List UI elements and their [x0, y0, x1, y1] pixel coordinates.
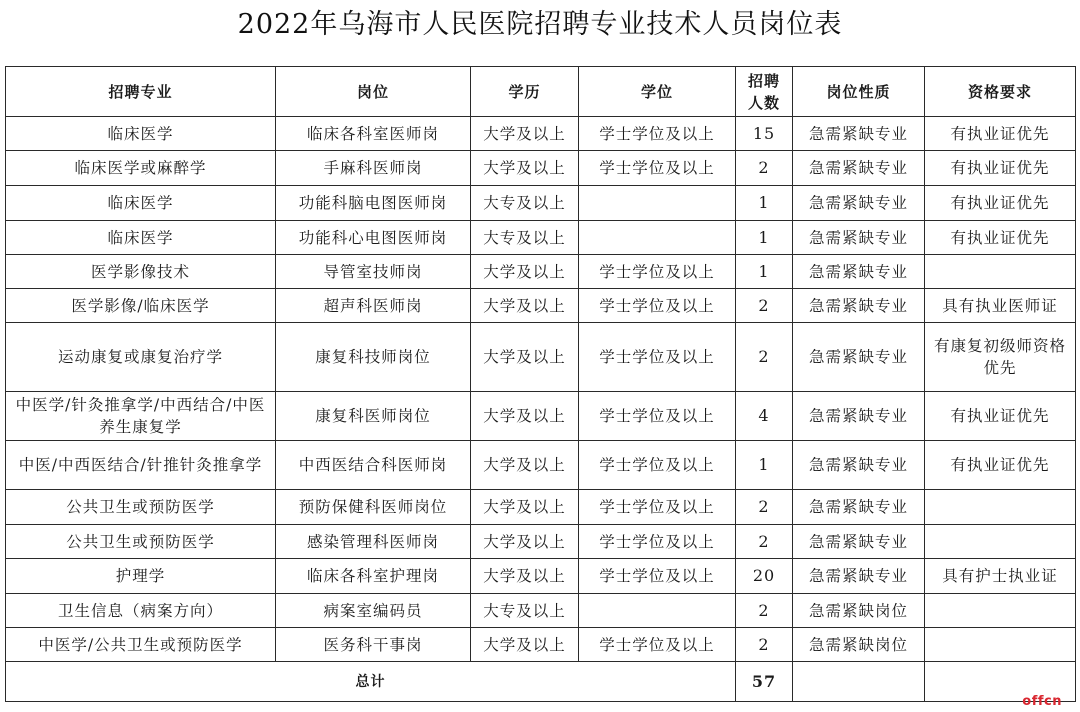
cell-position: 康复科技师岗位 — [276, 323, 471, 392]
cell-count: 2 — [736, 289, 793, 323]
cell-education: 大学及以上 — [471, 323, 579, 392]
cell-education: 大学及以上 — [471, 628, 579, 662]
header-degree: 学位 — [579, 67, 736, 117]
table-row — [6, 559, 1076, 594]
table-body — [6, 117, 1076, 662]
cell-degree — [579, 221, 736, 255]
cell-education: 大学及以上 — [471, 559, 579, 594]
total-label: 总计 — [6, 662, 736, 702]
cell-major: 临床医学 — [6, 221, 276, 255]
cell-degree: 学士学位及以上 — [579, 255, 736, 289]
cell-education: 大学及以上 — [471, 525, 579, 559]
cell-degree — [579, 594, 736, 628]
cell-degree: 学士学位及以上 — [579, 559, 736, 594]
cell-degree: 学士学位及以上 — [579, 525, 736, 559]
cell-nature: 急需紧缺专业 — [793, 151, 925, 186]
cell-position: 医务科干事岗 — [276, 628, 471, 662]
table-row — [6, 151, 1076, 186]
cell-major: 医学影像/临床医学 — [6, 289, 276, 323]
cell-count: 2 — [736, 151, 793, 186]
cell-major: 临床医学 — [6, 117, 276, 151]
cell-count: 1 — [736, 255, 793, 289]
table-row — [6, 117, 1076, 151]
table-row — [6, 441, 1076, 490]
cell-degree: 学士学位及以上 — [579, 628, 736, 662]
cell-major: 临床医学或麻醉学 — [6, 151, 276, 186]
total-row — [6, 662, 1076, 702]
cell-requirement: 有执业证优先 — [925, 151, 1076, 186]
cell-count: 2 — [736, 490, 793, 525]
cell-requirement: 有执业证优先 — [925, 392, 1076, 441]
cell-nature: 急需紧缺专业 — [793, 559, 925, 594]
cell-degree: 学士学位及以上 — [579, 289, 736, 323]
table-row — [6, 594, 1076, 628]
cell-requirement: 有执业证优先 — [925, 221, 1076, 255]
cell-position: 手麻科医师岗 — [276, 151, 471, 186]
cell-major: 中医/中西医结合/针推针灸推拿学 — [6, 441, 276, 490]
cell-requirement: 具有护士执业证 — [925, 559, 1076, 594]
cell-nature: 急需紧缺专业 — [793, 323, 925, 392]
cell-major: 卫生信息（病案方向） — [6, 594, 276, 628]
cell-requirement — [925, 594, 1076, 628]
total-count: 57 — [736, 662, 793, 702]
cell-degree: 学士学位及以上 — [579, 151, 736, 186]
cell-position: 感染管理科医师岗 — [276, 525, 471, 559]
cell-nature: 急需紧缺专业 — [793, 490, 925, 525]
cell-major: 中医学/公共卫生或预防医学 — [6, 628, 276, 662]
cell-position: 康复科医师岗位 — [276, 392, 471, 441]
cell-nature: 急需紧缺专业 — [793, 255, 925, 289]
cell-position: 超声科医师岗 — [276, 289, 471, 323]
cell-requirement — [925, 525, 1076, 559]
cell-position: 导管室技师岗 — [276, 255, 471, 289]
cell-major: 公共卫生或预防医学 — [6, 490, 276, 525]
header-major: 招聘专业 — [6, 67, 276, 117]
cell-education: 大专及以上 — [471, 594, 579, 628]
cell-requirement: 具有执业医师证 — [925, 289, 1076, 323]
cell-requirement: 有康复初级师资格优先 — [925, 323, 1076, 392]
header-nature: 岗位性质 — [793, 67, 925, 117]
table-row — [6, 221, 1076, 255]
recruitment-table — [5, 66, 1076, 702]
cell-count: 1 — [736, 441, 793, 490]
cell-requirement — [925, 490, 1076, 525]
cell-education: 大学及以上 — [471, 255, 579, 289]
cell-count: 4 — [736, 392, 793, 441]
cell-degree: 学士学位及以上 — [579, 323, 736, 392]
cell-count: 2 — [736, 628, 793, 662]
cell-requirement — [925, 255, 1076, 289]
cell-education: 大专及以上 — [471, 221, 579, 255]
cell-nature: 急需紧缺专业 — [793, 117, 925, 151]
cell-nature: 急需紧缺专业 — [793, 392, 925, 441]
cell-nature: 急需紧缺岗位 — [793, 594, 925, 628]
cell-position: 病案室编码员 — [276, 594, 471, 628]
cell-nature: 急需紧缺专业 — [793, 289, 925, 323]
cell-position: 预防保健科医师岗位 — [276, 490, 471, 525]
cell-position: 临床各科室护理岗 — [276, 559, 471, 594]
recruitment-table-container — [5, 66, 1075, 702]
cell-education: 大学及以上 — [471, 441, 579, 490]
cell-requirement: 有执业证优先 — [925, 186, 1076, 221]
header-count: 招聘人数 — [736, 67, 793, 117]
cell-count: 1 — [736, 186, 793, 221]
header-position: 岗位 — [276, 67, 471, 117]
table-row — [6, 289, 1076, 323]
table-row — [6, 392, 1076, 441]
cell-major: 临床医学 — [6, 186, 276, 221]
cell-nature: 急需紧缺专业 — [793, 525, 925, 559]
cell-major: 公共卫生或预防医学 — [6, 525, 276, 559]
table-row — [6, 186, 1076, 221]
cell-count: 2 — [736, 525, 793, 559]
cell-education: 大专及以上 — [471, 186, 579, 221]
cell-education: 大学及以上 — [471, 392, 579, 441]
cell-position: 功能科心电图医师岗 — [276, 221, 471, 255]
total-empty-nature — [793, 662, 925, 702]
header-requirement: 资格要求 — [925, 67, 1076, 117]
cell-position: 临床各科室医师岗 — [276, 117, 471, 151]
header-education: 学历 — [471, 67, 579, 117]
cell-position: 中西医结合科医师岗 — [276, 441, 471, 490]
cell-education: 大学及以上 — [471, 151, 579, 186]
cell-requirement: 有执业证优先 — [925, 441, 1076, 490]
table-row — [6, 525, 1076, 559]
table-row — [6, 628, 1076, 662]
cell-major: 中医学/针灸推拿学/中西结合/中医养生康复学 — [6, 392, 276, 441]
offcn-watermark: offcn — [1022, 694, 1062, 709]
table-row — [6, 323, 1076, 392]
cell-major: 运动康复或康复治疗学 — [6, 323, 276, 392]
cell-degree: 学士学位及以上 — [579, 392, 736, 441]
cell-count: 15 — [736, 117, 793, 151]
cell-major: 医学影像技术 — [6, 255, 276, 289]
cell-degree: 学士学位及以上 — [579, 490, 736, 525]
cell-degree: 学士学位及以上 — [579, 117, 736, 151]
cell-education: 大学及以上 — [471, 117, 579, 151]
header-row — [6, 67, 1076, 117]
cell-count: 2 — [736, 323, 793, 392]
cell-degree — [579, 186, 736, 221]
cell-major: 护理学 — [6, 559, 276, 594]
cell-education: 大学及以上 — [471, 289, 579, 323]
cell-count: 1 — [736, 221, 793, 255]
cell-position: 功能科脑电图医师岗 — [276, 186, 471, 221]
cell-count: 2 — [736, 594, 793, 628]
cell-nature: 急需紧缺专业 — [793, 221, 925, 255]
cell-requirement — [925, 628, 1076, 662]
cell-count: 20 — [736, 559, 793, 594]
cell-nature: 急需紧缺专业 — [793, 441, 925, 490]
cell-education: 大学及以上 — [471, 490, 579, 525]
cell-nature: 急需紧缺岗位 — [793, 628, 925, 662]
table-row — [6, 490, 1076, 525]
page-title: 2022年乌海市人民医院招聘专业技术人员岗位表 — [237, 9, 843, 40]
cell-nature: 急需紧缺专业 — [793, 186, 925, 221]
cell-degree: 学士学位及以上 — [579, 441, 736, 490]
table-row — [6, 255, 1076, 289]
cell-requirement: 有执业证优先 — [925, 117, 1076, 151]
